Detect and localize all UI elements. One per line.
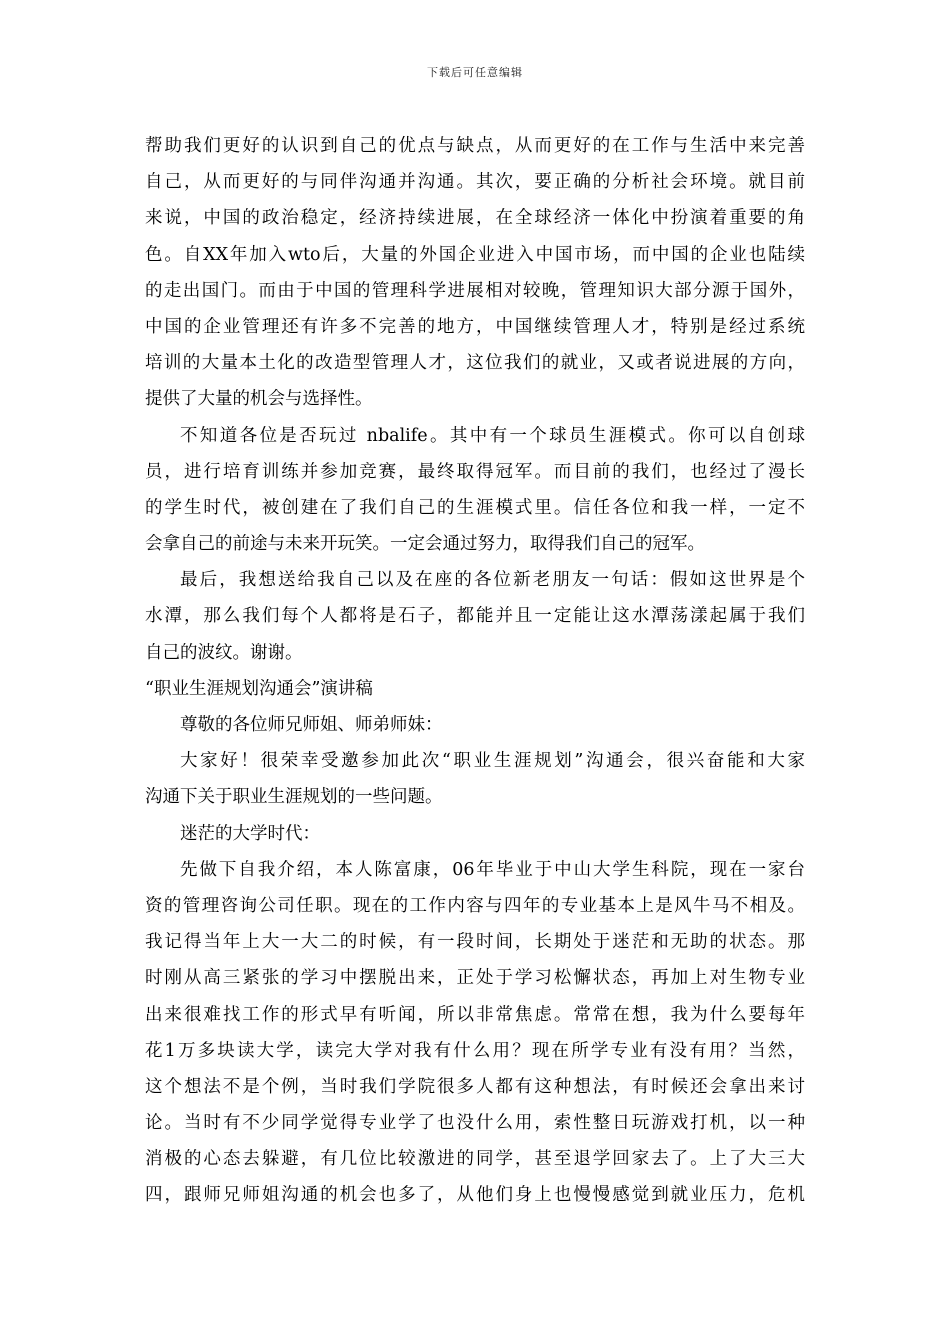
text-line: 沟通下关于职业生涯规划的一些问题。 [145, 787, 443, 808]
subheading: 迷茫的大学时代： [180, 823, 320, 844]
text-line: 自己的波纹。谢谢。 [145, 642, 303, 663]
document-body [145, 128, 805, 1214]
text-line: 消极的心态去躲避，有几位比较激进的同学，甚至退学回家去了。上了大三大 [145, 1149, 805, 1170]
text-line: 自己，从而更好的与同伴沟通并沟通。其次，要正确的分析社会环境。就目前 [145, 172, 805, 193]
text-line: 培训的大量本土化的改造型管理人才，这位我们的就业，又或者说进展的方向， [145, 353, 805, 374]
text-line: 来说，中国的政治稳定，经济持续进展，在全球经济一体化中扮演着重要的角 [145, 208, 805, 229]
salutation: 尊敬的各位师兄师姐、师弟师妹： [180, 715, 443, 735]
text-line: 最后，我想送给我自己以及在座的各位新老朋友一句话：假如这世界是个 [180, 570, 805, 591]
text-line: 论。当时有不少同学觉得专业学了也没什么用，索性整日玩游戏打机，以一种 [145, 1113, 805, 1134]
text-line: 的走出国门。而由于中国的管理科学进展相对较晚，管理知识大部分源于国外， [145, 280, 805, 301]
text-line: 花1万多块读大学，读完大学对我有什么用？现在所学专业有没有用？当然， [145, 1040, 805, 1061]
text-line: 中国的企业管理还有许多不完善的地方，中国继续管理人才，特别是经过系统 [145, 316, 805, 337]
text-line: 员，进行培育训练并参加竞赛，最终取得冠军。而目前的我们，也经过了漫长 [145, 461, 805, 482]
text-line: 帮助我们更好的认识到自己的优点与缺点，从而更好的在工作与生活中来完善 [145, 136, 805, 156]
text-line: 四，跟师兄师姐沟通的机会也多了，从他们身上也慢慢感觉到就业压力，危机 [145, 1185, 805, 1206]
text-line: 时刚从高三紧张的学习中摆脱出来，正处于学习松懈状态，再加上对生物专业 [145, 968, 805, 989]
text-line: 会拿自己的前途与未来开玩笑。一定会通过努力，取得我们自己的冠军。 [145, 534, 705, 555]
text-line: 色。自XX年加入wto后，大量的外国企业进入中国市场，而中国的企业也陆续 [145, 244, 805, 265]
text-line: 大家好！很荣幸受邀参加此次“职业生涯规划”沟通会，很兴奋能和大家 [180, 751, 805, 772]
text-line: 水潭，那么我们每个人都将是石子，都能并且一定能让这水潭荡漾起属于我们 [145, 606, 805, 627]
text-line: 不知道各位是否玩过 nbalife。其中有一个球员生涯模式。你可以自创球 [180, 425, 805, 446]
section-title: “职业生涯规划沟通会”演讲稿 [145, 678, 373, 699]
text-line: 的学生时代，被创建在了我们自己的生涯模式里。信任各位和我一样，一定不 [145, 497, 805, 518]
text-line: 出来很难找工作的形式早有听闻，所以非常焦虑。常常在想，我为什么要每年 [145, 1004, 805, 1025]
text-line: 这个想法不是个例，当时我们学院很多人都有这种想法，有时候还会拿出来讨 [145, 1076, 805, 1097]
text-line: 资的管理咨询公司任职。现在的工作内容与四年的专业基本上是风牛马不相及。 [145, 895, 805, 916]
text-line: 先做下自我介绍，本人陈富康，06年毕业于中山大学生科院，现在一家台 [180, 859, 805, 880]
text-line: 提供了大量的机会与选择性。 [145, 389, 373, 410]
page-header: 下载后可任意编辑 [427, 66, 523, 79]
text-line: 我记得当年上大一大二的时候，有一段时间，长期处于迷茫和无助的状态。那 [145, 932, 805, 953]
